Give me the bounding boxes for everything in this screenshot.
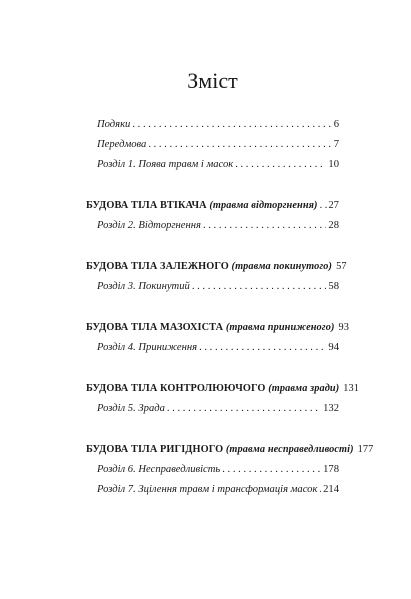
- section-gap: [86, 236, 339, 257]
- toc-section-heading[interactable]: [86, 318, 349, 338]
- toc-entry[interactable]: [86, 460, 339, 480]
- dot-leader: [192, 277, 327, 297]
- dot-leader: [235, 155, 326, 175]
- toc-section-heading[interactable]: [86, 440, 374, 460]
- toc-entry-label: Передмова: [97, 139, 147, 150]
- toc-page-number: 177: [357, 444, 374, 455]
- toc-entry-note: (травма покинутого): [231, 261, 333, 272]
- toc-entry-note: (травма несправедливості): [225, 444, 354, 455]
- toc-entry-note: (травма зради): [268, 383, 340, 394]
- toc-page-number: 10: [328, 159, 339, 170]
- toc-page-number: 58: [328, 281, 339, 292]
- dot-leader: [222, 460, 321, 480]
- toc-entry[interactable]: [86, 399, 339, 419]
- toc-page-number: 131: [343, 383, 360, 394]
- toc-page-number: 28: [328, 220, 339, 231]
- toc-entry[interactable]: [86, 338, 339, 358]
- dot-leader: [132, 115, 331, 135]
- toc-entry-label: Розділ 4. Приниження: [97, 342, 198, 353]
- section-gap: [86, 297, 339, 318]
- page-title: Зміст: [187, 68, 238, 93]
- toc-page-number: 7: [333, 139, 339, 150]
- toc-entry[interactable]: [86, 135, 339, 155]
- toc-entry-label: Розділ 5. Зрада: [97, 403, 165, 414]
- toc-entry[interactable]: [86, 480, 339, 500]
- toc-entry-label: БУДОВА ТІЛА ВТІКАЧА (травма відторгнення): [86, 200, 318, 211]
- toc-entry-label: Подяки: [97, 119, 131, 130]
- section-gap: [86, 419, 339, 440]
- toc-entry-label: БУДОВА ТІЛА КОНТРОЛЮЮЧОГО (травма зради): [86, 383, 340, 394]
- toc-section-heading[interactable]: [86, 257, 347, 277]
- dot-leader: [203, 216, 326, 236]
- dot-leader: [167, 399, 321, 419]
- toc-section-heading[interactable]: [86, 196, 339, 216]
- dot-leader: [320, 196, 327, 216]
- toc-entry-label: Розділ 6. Несправедливість: [97, 464, 221, 475]
- dot-leader: [148, 135, 331, 155]
- toc-page-number: 214: [323, 484, 339, 495]
- toc-page-number: 27: [328, 200, 339, 211]
- toc-page-number: 132: [323, 403, 339, 414]
- toc-entry[interactable]: [86, 115, 339, 135]
- toc-page-number: 93: [338, 322, 349, 333]
- toc-entry[interactable]: [86, 216, 339, 236]
- toc-section-heading[interactable]: [86, 379, 360, 399]
- toc-entry-label: БУДОВА ТІЛА МАЗОХІСТА (травма приниженого): [86, 322, 335, 333]
- toc-page-number: 94: [328, 342, 339, 353]
- dot-leader: [199, 338, 326, 358]
- section-gap: [86, 175, 339, 196]
- toc-page-number: 57: [336, 261, 347, 272]
- dot-leader: [319, 480, 321, 500]
- toc-entry[interactable]: [86, 155, 339, 175]
- toc-page-number: 178: [323, 464, 339, 475]
- toc-entry-label: Розділ 3. Покинутий: [97, 281, 190, 292]
- table-of-contents: [86, 115, 374, 500]
- toc-entry-label: Розділ 7. Зцілення травм і трансформація масок: [97, 484, 318, 495]
- toc-entry-label: Розділ 1. Поява травм і масок: [97, 159, 234, 170]
- toc-entry[interactable]: [86, 277, 339, 297]
- toc-entry-label: БУДОВА ТІЛА РИГІДНОГО (травма несправедливості): [86, 444, 354, 455]
- toc-entry-note: (травма приниженого): [225, 322, 335, 333]
- toc-entry-label: Розділ 2. Відторгнення: [97, 220, 201, 231]
- section-gap: [86, 358, 339, 379]
- toc-entry-note: (травма відторгнення): [209, 200, 318, 211]
- toc-entry-label: БУДОВА ТІЛА ЗАЛЕЖНОГО (травма покинутого): [86, 261, 333, 272]
- toc-page-number: 6: [333, 119, 339, 130]
